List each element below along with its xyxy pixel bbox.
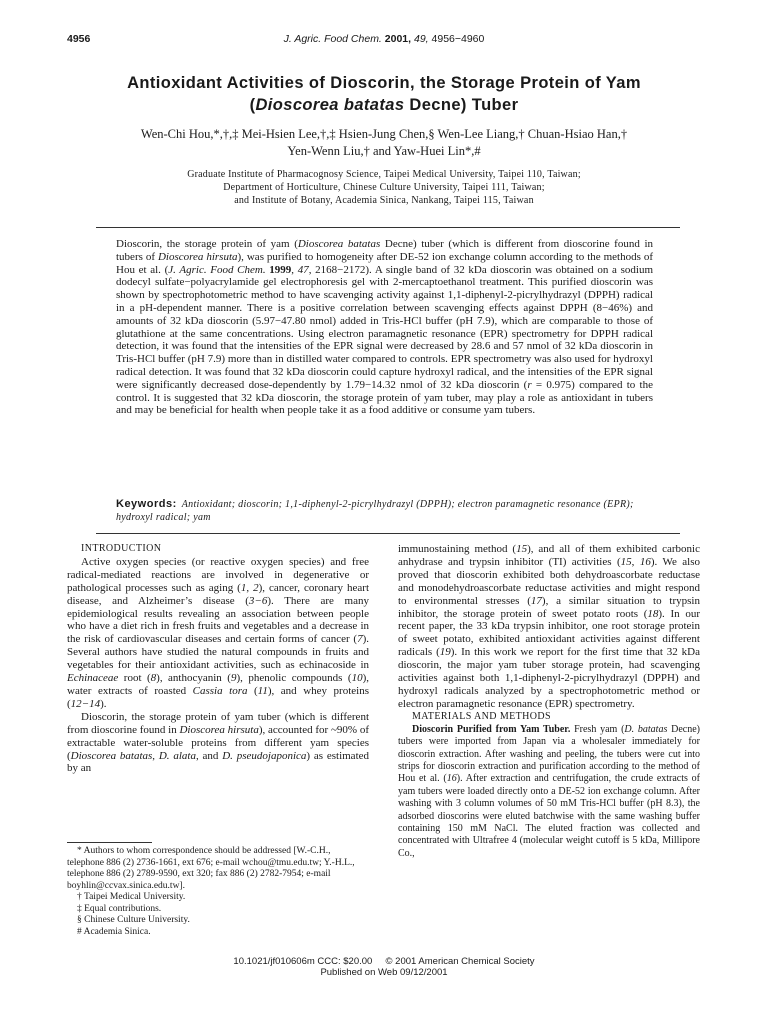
methods-heading: MATERIALS AND METHODS xyxy=(412,710,551,722)
keywords-text: Antioxidant; dioscorin; 1,1-diphenyl-2-picrylhydrazyl (DPPH); electron paramagnetic resonance (EPR); hydroxyl radical; yam xyxy=(116,499,634,523)
intro-paragraph-2-continued: immunostaining method (15), and all of them exhibited carbonic anhydrase and trypsin inhibitor (TI) activities (15, 16). We also proved that dioscorin exhibited both dehydroascorbate reductase and monodehydroascorbate reductase activities and might respond to environmental stresses (17), a similar situation to trypsin inhibitor, the storage protein of sweet potato roots (18). In our recent paper, the 33 kDa trypsin inhibitor, one root storage protein of sweet potato, exhibited antioxidant activities against different radicals (19). In this work we report for the first time that 32 kDa dioscorin, the major yam tuber storage protein, had scavenging activities against both 1,1-diphenyl-2-picrylhydrazyl (DPPH) and hydroxyl radicals analyzed by a spectrophotometric method or electron paramagnetic resonance (EPR) spectrometry. xyxy=(398,543,701,710)
title-line-1: Antioxidant Activities of Dioscorin, the Storage Protein of Yam xyxy=(127,74,641,92)
affiliation-1: Graduate Institute of Pharmacognosy Science, Taipei Medical University, Taipei 110, Taiwan; xyxy=(187,169,581,180)
authors-line-2: Yen-Wenn Liu,† and Yaw-Huei Lin*,# xyxy=(287,144,481,158)
page-footer xyxy=(0,956,768,978)
affiliation-3: and Institute of Botany, Academia Sinica, Nankang, Taipei 115, Taiwan xyxy=(234,195,534,206)
title-species: Dioscorea batatas xyxy=(255,96,405,114)
intro-paragraph-1: Active oxygen species (or reactive oxygen species) and free radical-mediated reactions are involved in degenerative or pathological processes such as aging (1, 2), cancer, coronary heart disease, and Alzheimer’s disease (3−6). There are many epidemiological results revealing an association between people who have a diet rich in fresh fruits and vegetables and a decrease in the risk of cardiovascular diseases and certain forms of cancer (7). Several authors have studied the natural compounds in fruits and vegetables for their antioxidant activities, such as echinacoside in Echinaceae root (8), anthocyanin (9), phenolic compounds (10), water extracts of roasted Cassia tora (11), and whey proteins (12−14). xyxy=(67,555,370,710)
footnote-rule xyxy=(67,842,152,843)
running-header xyxy=(0,33,768,45)
page-number: 4956 xyxy=(67,33,91,45)
footer-doi-copyright: 10.1021/jf010606m CCC: $20.00 © 2001 American Chemical Society xyxy=(233,956,535,967)
title-line-2: (Dioscorea batatas Decne) Tuber xyxy=(249,96,519,114)
methods-paragraph-1: Dioscorin Purified from Yam Tuber. Fresh yam (D. batatas Decne) tubers were imported from Japan via a wholesaler immediately for dioscorin extraction. After washing and peeling, the tubers were cut into strips for dioscorin extraction and purification according to the method of Hou et al. (16). After extraction and centrifugation, the crude extracts of yam tubers were loaded directly onto a DE-52 ion exchange column. After washing with 3 column volumes of 50 mM Tris-HCl buffer (pH 8.3), the adsorbed dioscorins were eluted batchwise with the same washing buffer containing 150 mM NaCl. The eluted fraction was collected and concentrated with Ultrafree 4 (molecular weight cutoff is 5 kDa, Millipore Co., xyxy=(398,723,700,859)
footnote-equal-contributions: ‡ Equal contributions. xyxy=(77,903,162,914)
journal-volume: 49, xyxy=(413,33,429,45)
left-column xyxy=(67,543,369,775)
footnote-correspondence: * Authors to whom correspondence should be addressed [W.-C.H., telephone 886 (2) 2736-1661, ext 676; e-mail wchou@tmu.edu.tw; Y.-H.L., telephone 886 (2) 2789-9590, ext 320; fax 886 (2) 2782-7954; e-mail boyhlin@ccvax.sinica.edu.tw]. xyxy=(67,846,355,891)
affiliations xyxy=(40,168,728,207)
abstract-bottom-rule xyxy=(96,533,680,534)
intro-paragraph-2: Dioscorin, the storage protein of yam tuber (which is different from dioscorine found in Dioscorea hirsuta), accounted for ~90% of extractable water-soluble proteins from different yam species (Dioscorea batatas, D. alata, and D. pseudojaponica) as estimated by an xyxy=(67,710,370,775)
affiliation-2: Department of Horticulture, Chinese Culture University, Taipei 111, Taiwan; xyxy=(223,182,545,193)
abstract xyxy=(116,238,653,417)
abstract-text: Dioscorin, the storage protein of yam (Dioscorea batatas Decne) tuber (which is different from dioscorine found in tubers of Dioscorea hirsuta), was purified to homogeneity after DE-52 ion exchange column according to the methods of Hou et al. (J. Agric. Food Chem. 1999, 47, 2168−2172). A single band of 32 kDa dioscorin was obtained on a sodium dodecyl sulfate−polyacrylamide gel electrophoresis gel with 2-mercaptoethanol treatment. This purified dioscorin was shown by spectrophotometric method to have scavenging activity against 1,1-diphenyl-2-picrylhydrazyl (DPPH) radical in a pH-dependent manner. There is a positive correlation between scavenging effects against DPPH (8−46%) and amounts of 32 kDa dioscorin (5.97−47.80 nmol) added in Tris-HCl buffer (pH 7.9), which are comparable to those of glutathione at the same concentrations. Using electron paramagnetic resonance (EPR) spectrometry for DPPH radical detection, it was found that the intensities of the EPR signal were decreased by 28.6 and 57 nmol of 32 kDa dioscorin in Tris-HCl buffer (pH 7.9) more than in distilled water compared to controls. EPR spectrometry was also used for hydroxyl radical detection. It was found that 32 kDa dioscorin could capture hydroxyl radical, and the intensities of the EPR signal were significantly decreased dose-dependently by 1.79−14.32 nmol of 32 kDa dioscorin (r = 0.975) compared to the control. It is suggested that 32 kDa dioscorin, the storage protein of yam tuber, may play a role as antioxidant in tubers and may be beneficial for health when people take it as a food additive or consume yam tubers. xyxy=(116,238,654,417)
authors-line-1: Wen-Chi Hou,*,†,‡ Mei-Hsien Lee,†,‡ Hsien-Jung Chen,§ Wen-Lee Liang,† Chuan-Hsiao Han,† xyxy=(140,127,628,141)
footnotes xyxy=(67,846,369,938)
journal-pages: 4956−4960 xyxy=(431,33,485,45)
journal-year: 2001, xyxy=(384,33,412,45)
right-column xyxy=(398,543,700,860)
footnote-academia-sinica: # Academia Sinica. xyxy=(77,926,151,937)
footer-published: Published on Web 09/12/2001 xyxy=(320,967,448,978)
introduction-heading: INTRODUCTION xyxy=(81,543,162,554)
author-list xyxy=(40,126,728,160)
keywords-label: Keywords: xyxy=(116,498,177,510)
paper-title xyxy=(40,72,728,116)
methods-subheading: Dioscorin Purified from Yam Tuber. xyxy=(412,723,571,735)
keywords xyxy=(116,498,653,524)
footnote-chinese-culture: § Chinese Culture University. xyxy=(77,915,190,925)
journal-name: J. Agric. Food Chem. xyxy=(283,33,382,45)
footnote-taipei-medical: † Taipei Medical University. xyxy=(77,892,186,902)
abstract-top-rule xyxy=(96,227,680,228)
